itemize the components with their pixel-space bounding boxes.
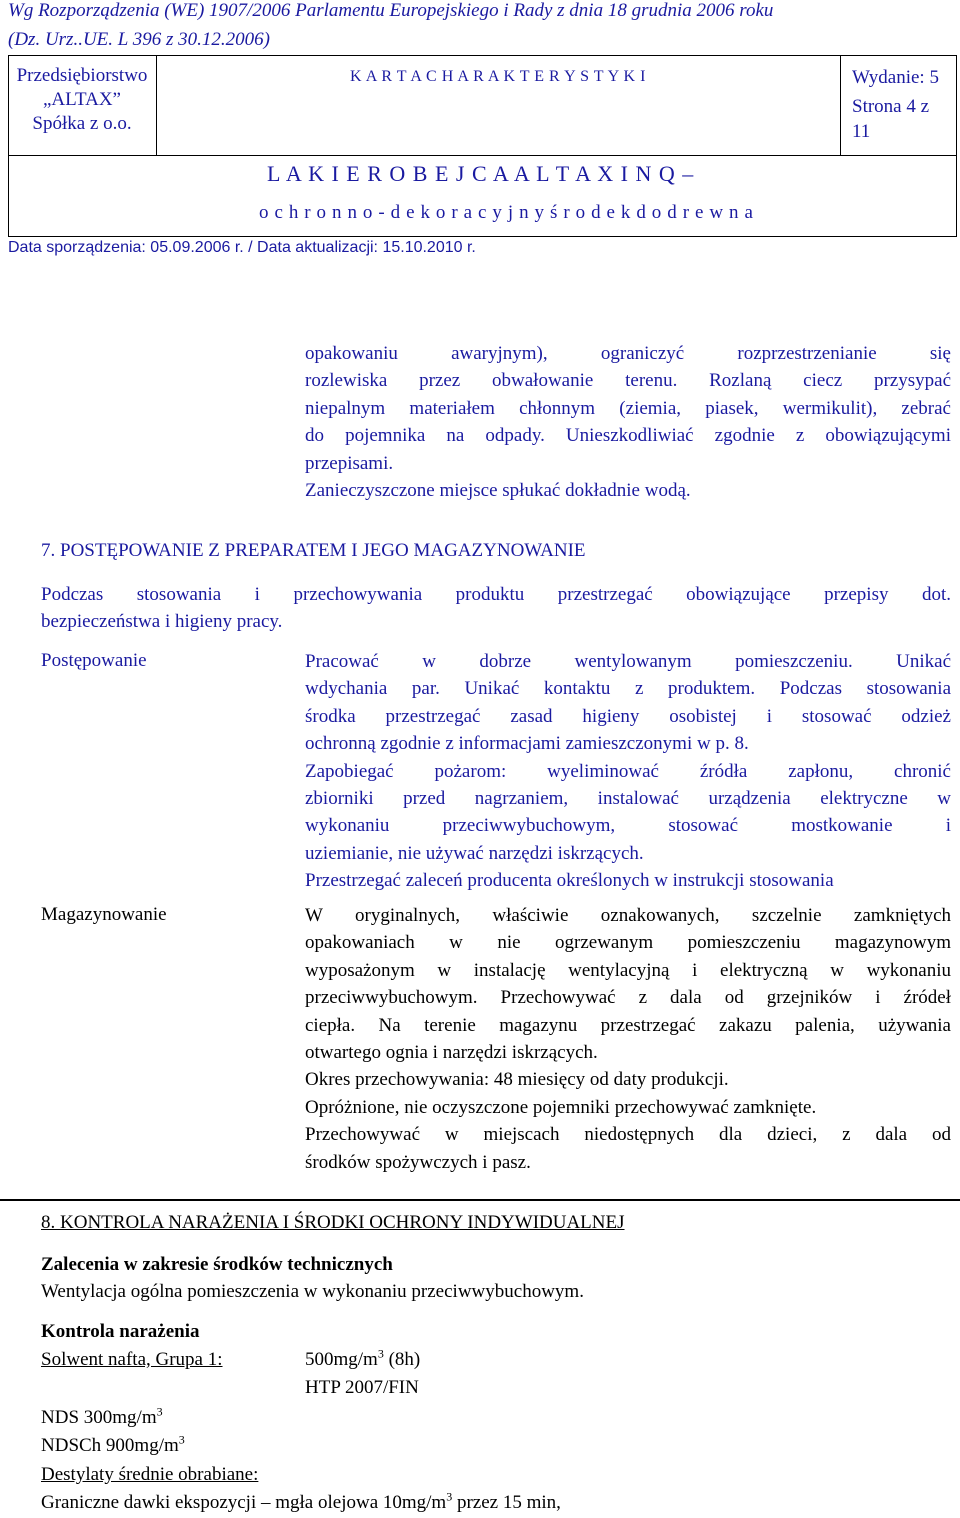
edition-cell — [841, 56, 957, 156]
text-line: niepalnym materiałem chłonnym (ziemia, piasek, wermikulit), zebrać — [305, 397, 951, 419]
text-line: Zanieczyszczone miejsce spłukać dokładnie wodą. — [305, 480, 691, 502]
text-line: bezpieczeństwa i higieny pracy. — [41, 611, 283, 633]
text-line: otwartego ognia i narzędzi iskrzących. — [305, 1042, 598, 1064]
text-line: Podczas stosowania i przechowywania produktu przestrzegać obowiązujące przepisy dot. — [41, 584, 951, 605]
document-dates: Data sporządzenia: 05.09.2006 r. / Data aktualizacji: 15.10.2010 r. — [8, 239, 476, 256]
regulation-line-2: (Dz. Urz..UE. L 396 z 30.12.2006) — [8, 29, 270, 50]
solvent-limit-period: (8h) — [383, 1349, 421, 1370]
company-name-line1: Przedsiębiorstwo — [16, 65, 148, 86]
text-line: przepisami. — [305, 452, 394, 474]
text-line: zbiorniki przed nagrzaniem, instalować urządzenia elektryczne w — [305, 788, 951, 810]
tech-measures-heading: Zalecenia w zakresie środków technicznych — [41, 1254, 393, 1275]
text-line: opakowaniach w nie ogrzewanym pomieszczeniu magazynowym — [305, 932, 951, 954]
distillates-label: Destylaty średnie obrabiane: — [41, 1464, 259, 1485]
superscript: 3 — [178, 1432, 185, 1447]
exposure-limits-text: Graniczne dawki ekspozycji – mgła olejowa 10mg/m — [41, 1492, 447, 1513]
solvent-limit — [305, 1346, 421, 1371]
text-line: Okres przechowywania: 48 miesięcy od daty produkcji. — [305, 1069, 729, 1091]
page-total: 11 — [852, 121, 871, 142]
superscript: 3 — [377, 1346, 384, 1361]
edition: Wydanie: 5 — [852, 67, 939, 88]
text-line: ciepła. Na terenie magazynu przestrzegać zakazu palenia, używania — [305, 1014, 951, 1036]
section7-title: 7. POSTĘPOWANIE Z PREPARATEM I JEGO MAGAZYNOWANIE — [41, 540, 586, 561]
text-line: środków spożywczych i pasz. — [305, 1151, 531, 1173]
handling-label: Postępowanie — [41, 650, 147, 671]
text-line: wyposażonym w instalację wentylacyjną i elektryczną w wykonaniu — [305, 959, 951, 981]
superscript: 3 — [446, 1489, 453, 1504]
exposure-control-heading: Kontrola narażenia — [41, 1321, 200, 1342]
handling-text — [305, 648, 951, 895]
company-cell — [9, 56, 157, 156]
text-line: wdychania par. Unikać kontaktu z produktem. Podczas stosowania — [305, 678, 951, 700]
doc-type: K A R T A C H A R A K T E R Y S T Y K I — [350, 68, 646, 85]
exposure-limits — [41, 1489, 561, 1514]
text-line: do pojemnika na odpady. Unieszkodliwiać zgodnie z obowiązującymi — [305, 425, 951, 447]
company-name-line3: Spółka z o.o. — [32, 113, 132, 134]
text-line: Przestrzegać zaleceń producenta określonych w instrukcji stosowania — [305, 870, 834, 892]
text-line: Przechowywać w miejscach niedostępnych dla dzieci, z dala od — [305, 1124, 951, 1146]
text-line: W oryginalnych, właściwie oznakowanych, szczelnie zamkniętych — [305, 905, 951, 926]
ndsch-text: NDSCh 900mg/m — [41, 1435, 179, 1456]
text-line: uziemianie, nie używać narzędzi iskrzących. — [305, 842, 644, 864]
section6-continuation — [305, 340, 951, 504]
storage-label: Magazynowanie — [41, 904, 167, 925]
company-name-line2: „ALTAX” — [43, 89, 121, 110]
storage-text — [305, 902, 951, 1176]
solvent-limit-value: 500mg/m — [305, 1349, 378, 1370]
text-line: rozlewiska przez obwałowanie terenu. Rozlaną ciecz przysypać — [305, 370, 951, 392]
nds-limit — [41, 1404, 163, 1429]
text-line: Zapobiegać pożarom: wyeliminować źródła zapłonu, chronić — [305, 760, 951, 782]
document-header — [8, 55, 957, 237]
product-name: L A K I E R O B E J C A A L T A X I N Q – — [267, 161, 695, 186]
regulation-line-1: Wg Rozporządzenia (WE) 1907/2006 Parlamentu Europejskiego i Rady z dnia 18 grudnia 2006 roku — [8, 0, 774, 21]
superscript: 3 — [156, 1404, 163, 1419]
text-line: opakowaniu awaryjnym), ograniczyć rozprzestrzenianie się — [305, 343, 951, 364]
solvent-label: Solwent nafta, Grupa 1: — [41, 1349, 223, 1370]
ndsch-limit — [41, 1432, 185, 1457]
solvent-reference: HTP 2007/FIN — [305, 1377, 419, 1398]
product-description: o c h r o n n o - d e k o r a c y j n y ś r o d e k d o d r e w n a — [259, 202, 754, 223]
text-line: ochronną zgodnie z informacjami zamieszczonymi w p. 8. — [305, 733, 749, 755]
text-line: Pracować w dobrze wentylowanym pomieszczeniu. Unikać — [305, 651, 951, 672]
section8-title: 8. KONTROLA NARAŻENIA I ŚRODKI OCHRONY INDYWIDUALNEJ — [41, 1212, 625, 1233]
text-line: środka przestrzegać zasad higieny osobistej i stosować odzież — [305, 705, 951, 727]
nds-text: NDS 300mg/m — [41, 1407, 157, 1428]
text-line: wykonaniu przeciwwybuchowym, stosować mostkowanie i — [305, 815, 951, 837]
text-line: przeciwwybuchowym. Przechowywać z dala od grzejników i źródeł — [305, 987, 951, 1009]
text-line: Opróżnione, nie oczyszczone pojemniki przechowywać zamknięte. — [305, 1096, 817, 1118]
section-divider — [0, 1199, 960, 1201]
exposure-limits-duration: przez 15 min, — [452, 1492, 561, 1513]
tech-measures-text: Wentylacja ogólna pomieszczenia w wykonaniu przeciwwybuchowym. — [41, 1281, 584, 1302]
section7-intro — [41, 581, 951, 636]
doc-type-cell — [157, 56, 841, 156]
page-number: Strona 4 z — [852, 96, 930, 117]
